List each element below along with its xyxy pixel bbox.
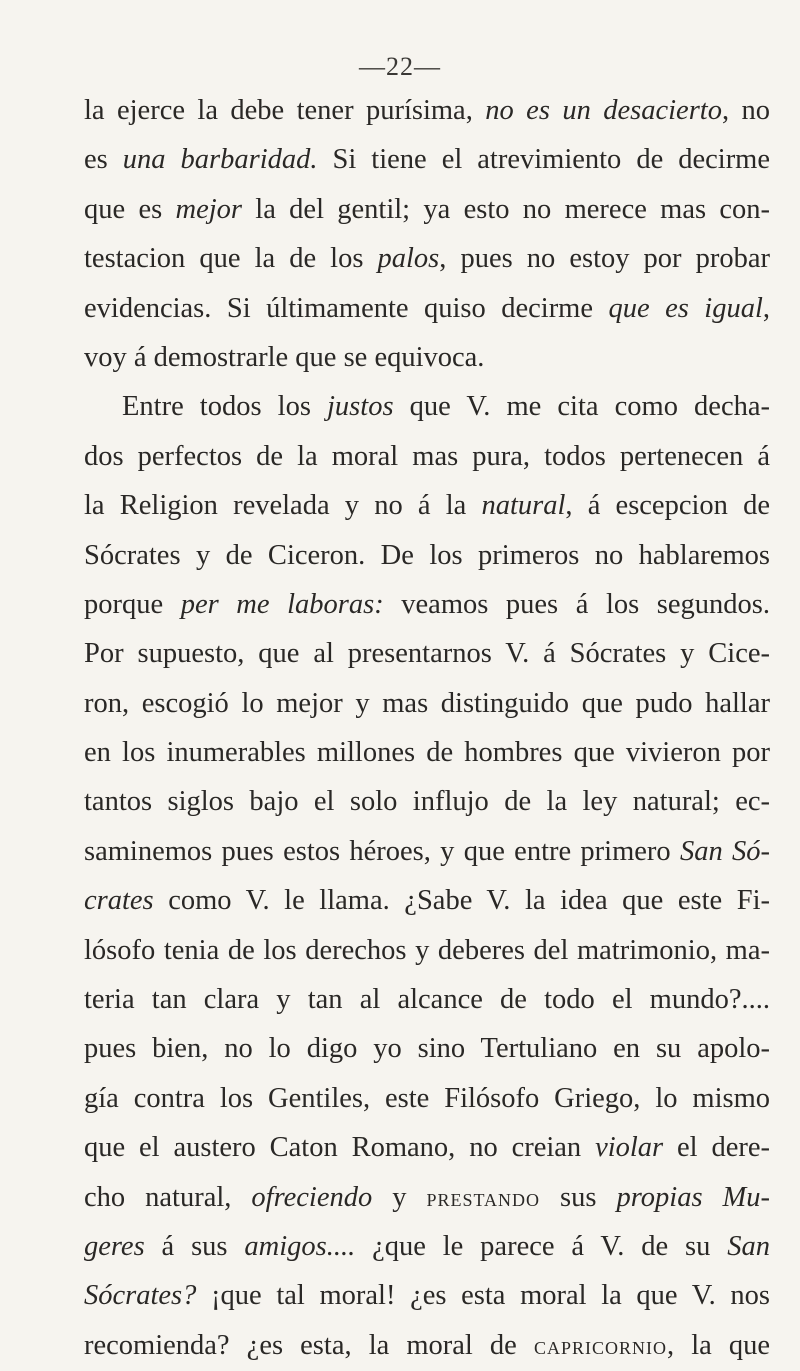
- text-segment: testacion que la de los: [84, 243, 378, 275]
- text-line: [84, 284, 770, 333]
- italic-text: San Só-: [679, 835, 770, 867]
- text-line: [84, 1222, 770, 1271]
- italic-text: geres: [84, 1230, 145, 1262]
- italic-text: San: [727, 1230, 770, 1262]
- text-segment: pues bien, no lo digo yo sino Tertuliano en su apolo-: [84, 1033, 770, 1065]
- text-line: [84, 827, 770, 876]
- italic-text: palos: [377, 243, 440, 275]
- text-segment: Por supuesto, que al presentarnos V. á Sócrates y Cice-: [84, 638, 770, 670]
- text-line: [84, 481, 770, 530]
- text-line: [84, 185, 770, 234]
- text-line: [84, 333, 770, 382]
- text-line: [84, 1074, 770, 1123]
- text-segment: la Religion revelada y no á la: [84, 490, 482, 522]
- text-segment: ,: [762, 292, 770, 324]
- text-line: [84, 531, 770, 580]
- text-segment: es: [84, 144, 123, 176]
- italic-text: amigos....: [244, 1230, 356, 1262]
- text-segment: que V. me cita como decha-: [393, 391, 770, 423]
- page-number: —22—: [359, 52, 441, 81]
- body-text: [84, 86, 770, 1370]
- text-segment: que el austero Caton Romano, no creian: [84, 1132, 596, 1164]
- text-segment: cho natural,: [84, 1181, 252, 1213]
- small-caps-text: capricornio: [533, 1332, 667, 1360]
- text-segment: á sus: [144, 1230, 245, 1262]
- text-segment: , la que: [666, 1329, 771, 1361]
- text-line: [84, 876, 770, 925]
- text-segment: saminemos pues estos héroes, y que entre primero: [84, 835, 680, 867]
- text-segment: que es: [84, 193, 176, 225]
- text-segment: gía contra los Gentiles, este Filósofo Griego, lo mismo: [84, 1082, 770, 1114]
- text-line: [84, 1123, 770, 1172]
- text-segment: Sócrates y de Ciceron. De los primeros no hablaremos: [84, 539, 770, 571]
- text-segment: veamos pues á los segundos.: [383, 588, 770, 620]
- text-segment: Entre todos los: [122, 391, 328, 423]
- italic-text: que es igual: [608, 292, 763, 324]
- text-segment: teria tan clara y tan al alcance de todo el mundo?....: [84, 984, 770, 1016]
- text-line: [84, 679, 770, 728]
- text-line: [84, 728, 770, 777]
- text-line: [84, 975, 770, 1024]
- text-line: [84, 926, 770, 975]
- italic-text: Sócrates?: [84, 1280, 197, 1312]
- text-segment: voy á demostrarle que se equivoca.: [84, 341, 485, 373]
- text-line: [84, 1271, 770, 1320]
- text-line: [84, 629, 770, 678]
- text-segment: Si tiene el atrevimiento de decirme: [317, 144, 771, 176]
- text-segment: la ejerce la debe tener purísima,: [84, 95, 486, 126]
- text-line: [84, 86, 770, 135]
- text-line: [84, 1321, 770, 1370]
- text-segment: sus: [540, 1181, 617, 1213]
- italic-text: una barbaridad.: [122, 144, 318, 176]
- text-line: [84, 382, 770, 431]
- text-line: [84, 1173, 770, 1222]
- text-line: [84, 580, 770, 629]
- text-segment: tantos siglos bajo el solo influjo de la ley natural; ec-: [84, 786, 770, 818]
- italic-text: mejor: [175, 193, 242, 225]
- text-segment: en los inumerables millones de hombres que vivieron por: [84, 737, 770, 769]
- italic-text: per me laboras:: [180, 588, 384, 620]
- text-segment: recomienda? ¿es esta, la moral de: [84, 1329, 534, 1361]
- text-segment: porque: [84, 588, 181, 620]
- text-segment: , no: [721, 95, 770, 126]
- text-segment: lósofo tenia de los derechos y deberes del matrimonio, ma-: [84, 934, 770, 966]
- text-segment: evidencias. Si últimamente quiso decirme: [84, 292, 609, 324]
- italic-text: crates: [84, 885, 154, 917]
- text-line: [84, 777, 770, 826]
- text-segment: dos perfectos de la moral mas pura, todos pertenecen á: [84, 440, 770, 472]
- small-caps-text: prestando: [426, 1184, 541, 1212]
- text-segment: ¡que tal moral! ¿es esta moral la que V. nos: [196, 1280, 770, 1312]
- italic-text: propias Mu-: [616, 1181, 771, 1213]
- italic-text: natural: [481, 490, 566, 522]
- italic-text: no es un desacierto: [485, 95, 722, 126]
- text-line: [84, 234, 770, 283]
- text-segment: ron, escogió lo mejor y mas distinguido que pudo hallar: [84, 687, 770, 719]
- text-segment: , á escepcion de: [565, 490, 770, 522]
- text-segment: y: [372, 1181, 427, 1213]
- italic-text: violar: [595, 1132, 664, 1164]
- italic-text: justos: [327, 391, 394, 423]
- italic-text: ofreciendo: [251, 1181, 373, 1213]
- text-line: [84, 135, 770, 184]
- text-segment: la del gentil; ya esto no merece mas con-: [242, 193, 771, 225]
- text-segment: como V. le llama. ¿Sabe V. la idea que este Fi-: [153, 885, 770, 917]
- text-line: [84, 432, 770, 481]
- text-segment: , pues no estoy por probar: [439, 243, 770, 275]
- text-segment: el dere-: [663, 1132, 770, 1164]
- text-line: [84, 1024, 770, 1073]
- text-segment: ¿que le parece á V. de su: [355, 1230, 728, 1262]
